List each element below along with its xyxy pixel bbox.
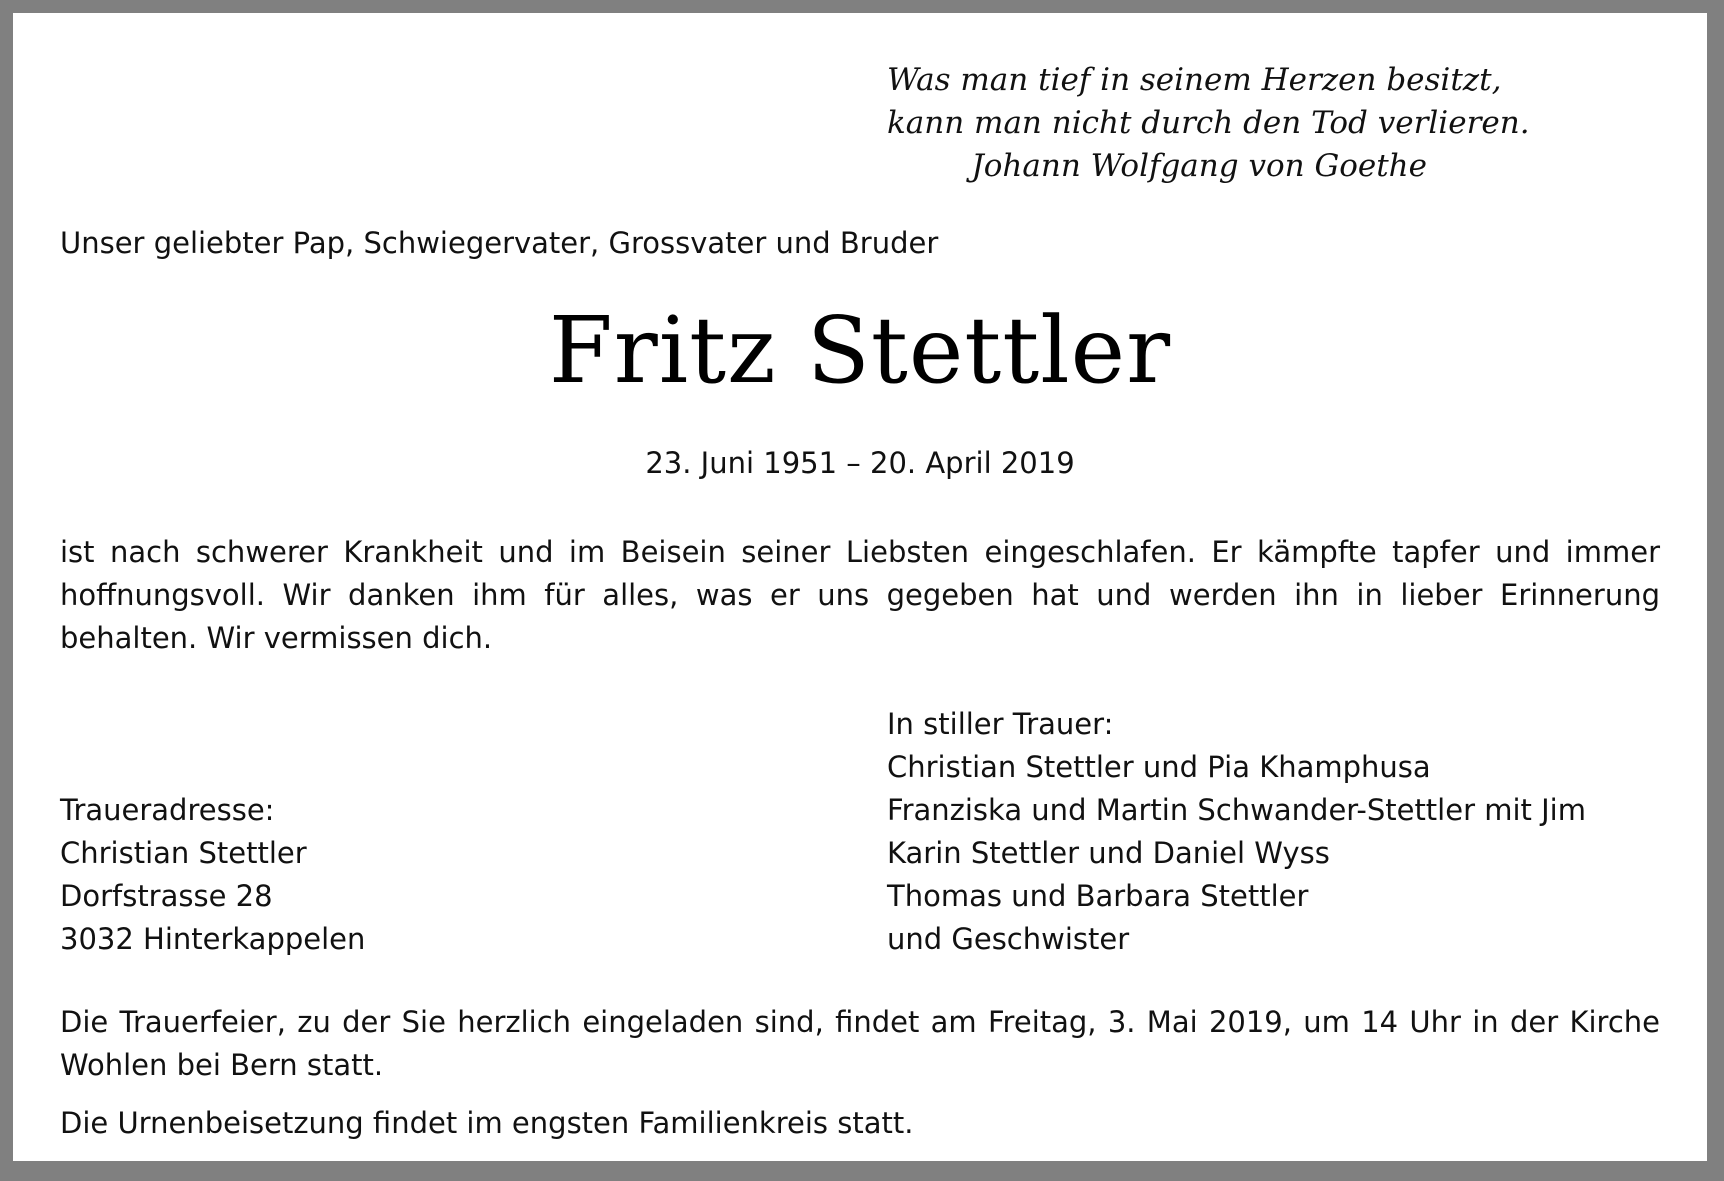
mourner-name: und Geschwister — [887, 922, 1130, 956]
mourners-heading: In stiller Trauer: — [887, 707, 1114, 741]
mourner-name: Karin Stettler und Daniel Wyss — [887, 836, 1330, 870]
mourners-list — [887, 703, 1586, 961]
address-street: Dorfstrasse 28 — [60, 879, 273, 913]
quote-author: Johann Wolfgang von Goethe — [971, 148, 1427, 184]
quote-line-1: Was man tief in seinem Herzen besitzt, — [887, 62, 1502, 98]
mourner-name: Franziska und Martin Schwander-Stettler mit Jim — [887, 793, 1586, 827]
obituary-body: ist nach schwerer Krankheit und im Beisein seiner Liebsten eingeschlafen. Er kämpfte tapfer und immer hoffnungsvoll. Wir danken ihm für alles, was er uns gegeben hat und werden ihn in lieber Erinnerung behalten. Wir vermissen dich. — [60, 535, 1660, 655]
goethe-quote — [887, 59, 1530, 188]
address-name: Christian Stettler — [60, 836, 307, 870]
obituary-page — [13, 13, 1707, 1161]
mourning-address — [60, 789, 365, 961]
mourner-name: Thomas und Barbara Stettler — [887, 879, 1309, 913]
address-city: 3032 Hinterkappelen — [60, 922, 366, 956]
life-dates: 23. Juni 1951 – 20. April 2019 — [645, 446, 1075, 480]
quote-line-2: kann man nicht durch den Tod verlieren. — [887, 105, 1530, 141]
mourner-name: Christian Stettler und Pia Khamphusa — [887, 750, 1431, 784]
address-heading: Traueradresse: — [60, 793, 275, 827]
urn-notice: Die Urnenbeisetzung findet im engsten Familienkreis statt. — [60, 1106, 914, 1140]
deceased-name: Fritz Stettler — [548, 297, 1172, 404]
ceremony-notice: Die Trauerfeier, zu der Sie herzlich eingeladen sind, findet am Freitag, 3. Mai 2019, um 14 Uhr in der Kirche Wohlen bei Bern statt. — [60, 1005, 1660, 1082]
intro-text: Unser geliebter Pap, Schwiegervater, Grossvater und Bruder — [60, 226, 939, 260]
